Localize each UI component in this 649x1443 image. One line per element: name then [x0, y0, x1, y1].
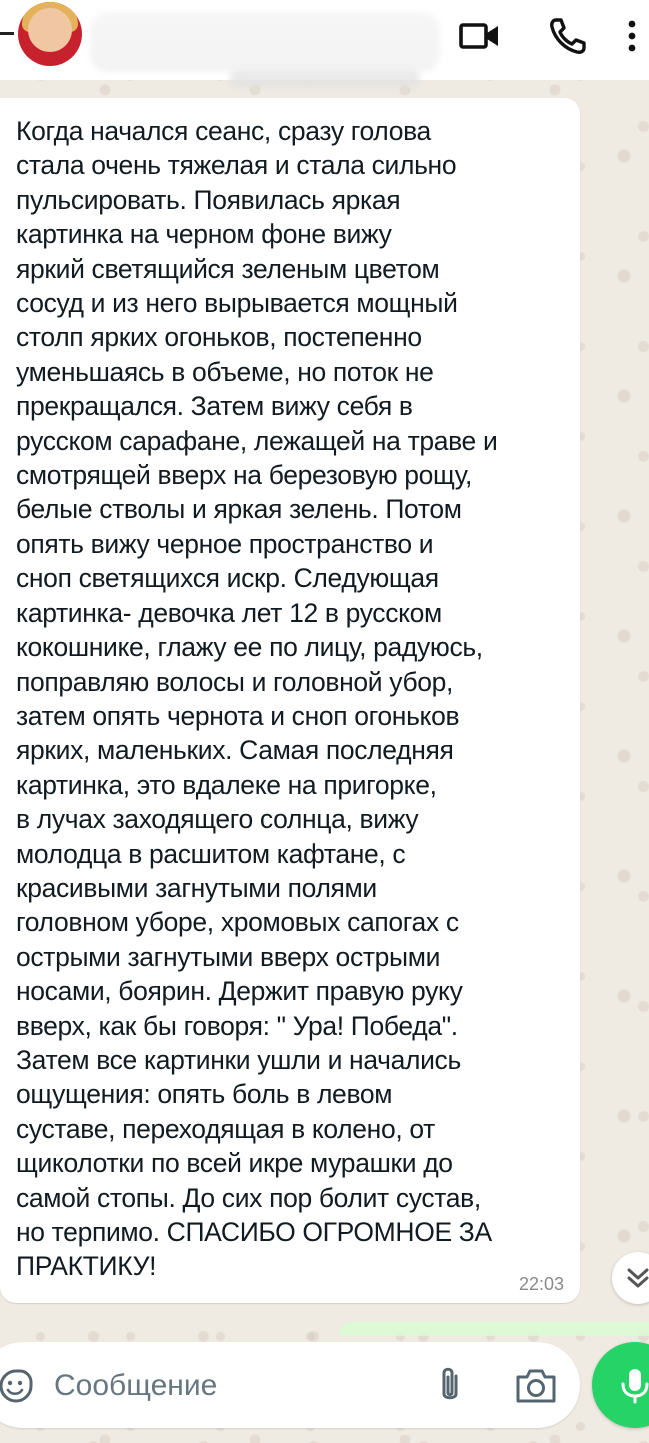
phone-icon[interactable] [546, 14, 590, 58]
more-vertical-icon[interactable] [622, 14, 642, 58]
outgoing-message-edge [340, 1322, 649, 1336]
contact-avatar[interactable] [18, 2, 82, 66]
microphone-icon [614, 1364, 649, 1406]
contact-name-redacted[interactable] [90, 12, 440, 72]
chat-header [0, 0, 649, 80]
camera-icon[interactable] [514, 1366, 558, 1406]
paperclip-icon[interactable] [432, 1364, 468, 1406]
sticker-emoji-icon[interactable] [0, 1368, 34, 1404]
message-composer [0, 1342, 580, 1428]
video-camera-icon[interactable] [458, 14, 502, 58]
header-redacted-strip [230, 70, 420, 88]
chevron-double-down-icon [612, 1252, 649, 1304]
message-text: Когда начался сеанс, сразу голова стала очень тяжелая и стала сильно пульсировать. Появилась яркая картинка на черном фоне вижу яркий светящийся зеленым цветом сосуд и из него вырывается мощный столп ярких огоньков, постепенно уменьшаясь в объеме, но поток не прекращался. Затем вижу себя в русском сарафане, лежащей на траве и смотрящей вверх на березовую рощу, белые стволы и яркая зелень. Потом опять вижу черное пространство и сноп светящихся искр. Следующая картинка- девочка лет 12 в русском кокошнике, глажу ее по лицу, радуюсь, поправляю волосы и головной убор, затем опять чернота и сноп огоньков ярких, маленьких. Самая последняя картинка, это вдалеке на пригорке, в лучах заходящего солнца, вижу молодца в расшитом кафтане, с красивыми загнутыми полями головном уборе, хромовых сапогах с острыми загнутыми вверх острыми носами, боярин. Держит правую руку вверх, как бы говоря: " Ура! Победа". Затем все картинки ушли и начались ощущения: опять боль в левом суставе, переходящая в колено, от щиколотки по всей икре мурашки до самой стопы. До сих пор болит сустав, но терпимо. СПАСИБО ОГРОМНОЕ ЗА ПРАКТИКУ! [16, 116, 498, 1282]
back-arrow-icon[interactable] [0, 32, 14, 35]
voice-message-button[interactable] [592, 1342, 649, 1428]
message-timestamp: 22:03 [518, 1274, 564, 1294]
scroll-to-bottom-button[interactable] [612, 1252, 649, 1304]
incoming-message-bubble[interactable] [0, 98, 580, 1303]
avatar-face [28, 8, 72, 52]
message-input[interactable] [52, 1362, 396, 1410]
